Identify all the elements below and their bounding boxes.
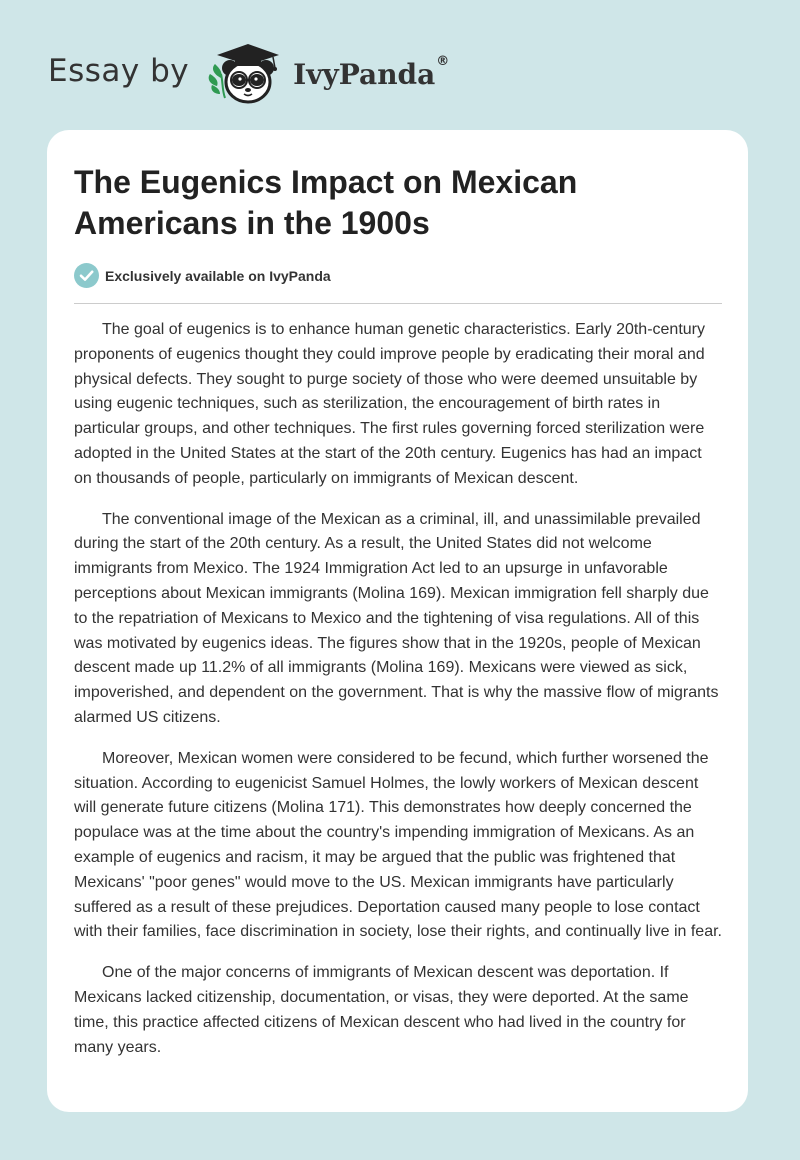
brand-name: IvyPanda® bbox=[293, 53, 450, 91]
essay-title: The Eugenics Impact on Mexican Americans in the 1900s bbox=[74, 164, 578, 241]
essay-card bbox=[47, 130, 748, 1112]
exclusive-label: Exclusively available on IvyPanda bbox=[105, 267, 331, 284]
essay-body bbox=[74, 318, 722, 1076]
check-circle-icon bbox=[74, 263, 99, 288]
paragraph-1: The goal of eugenics is to enhance human genetic characteristics. Early 20th-century proponents of eugenics thought they could improve people by eradicating their moral and physical defects. They sought to purge society of those who were deemed unsuitable by using eugenic techniques, such as sterilization, the encouragement of birth rates in particular groups, and other techniques. The first rules governing forced sterilization were adopted in the United States at the start of the 20th century. Eugenics has had an impact on thousands of people, particularly on immigrants of Mexican descent. bbox=[74, 321, 705, 487]
divider bbox=[74, 303, 722, 304]
paragraph-3: Moreover, Mexican women were considered to be fecund, which further worsened the situation. According to eugenicist Samuel Holmes, the lowly workers of Mexican descent will generate future citizens (Molina 171). This demonstrates how deeply concerned the populace was at the time about the country's impending immigration of Mexicans. As an example of eugenics and racism, it may be argued that the public was frightened that Mexicans' "poor genes" would move to the US. Mexican immigrants have particularly suffered as a result of these prejudices. Deportation caused many people to lose contact with their families, face discrimination in society, lose their rights, and continually live in fear. bbox=[74, 749, 722, 941]
paragraph-2: The conventional image of the Mexican as a criminal, ill, and unassimilable prevailed during the start of the 20th century. As a result, the United States did not welcome immigrants from Mexico. The 1924 Immigration Act led to an upsurge in unfavorable perceptions about Mexican immigrants (Molina 169). Mexican immigration fell sharply due to the repatriation of Mexicans to Mexico and the tightening of visa regulations. All of this was motivated by eugenics ideas. The figures show that in the 1920s, people of Mexican descent made up 11.2% of all immigrants (Molina 169). Mexicans were viewed as sick, impoverished, and dependent on the government. That is why the massive flow of migrants alarmed US citizens. bbox=[74, 510, 719, 726]
paragraph-4: One of the major concerns of immigrants of Mexican descent was deportation. If Mexicans lacked citizenship, documentation, or visas, they were deported. At the same time, this practice affected citizens of Mexican descent who had lived in the country for many years. bbox=[74, 964, 689, 1056]
exclusive-badge bbox=[74, 263, 331, 288]
brand-header bbox=[48, 38, 449, 108]
registered-mark: ® bbox=[436, 53, 450, 69]
panda-graduate-icon bbox=[203, 38, 293, 108]
brand-prefix: Essay by bbox=[48, 53, 190, 89]
